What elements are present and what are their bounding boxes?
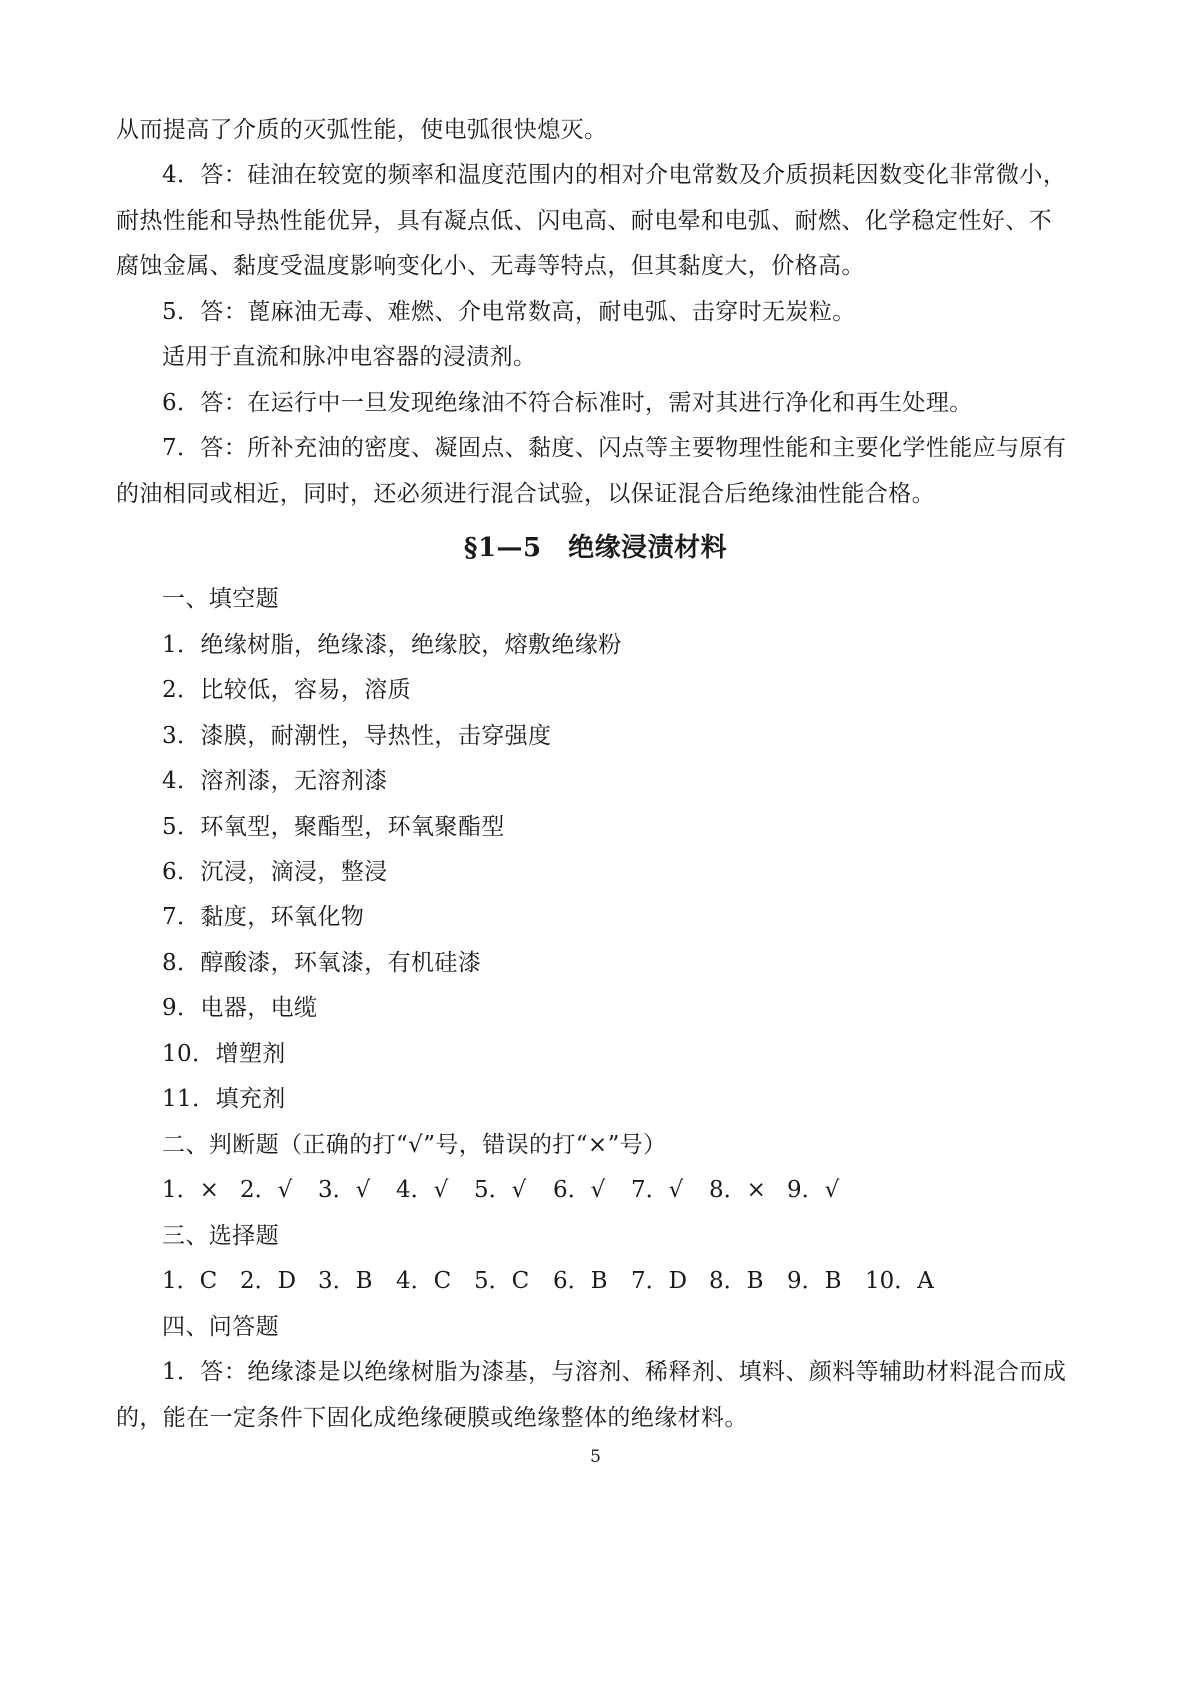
choice-section-title: 三、选择题: [162, 1223, 279, 1249]
text-line: 4．答：硅油在较宽的频率和温度范围内的相对介电常数及介质损耗因数变化非常微小，: [162, 162, 1067, 188]
text-line: 耐热性能和导热性能优异，具有凝点低、闪电高、耐电晕和电弧、耐燃、化学稳定性好、不: [116, 208, 1052, 234]
choice-answer: 10．A: [865, 1268, 934, 1294]
judge-answer: 5．√: [474, 1177, 527, 1203]
fill-item: 2．比较低，容易，溶质: [162, 677, 412, 703]
text-line: 5．答：蓖麻油无毒、难燃、介电常数高，耐电弧、击穿时无炭粒。: [162, 299, 856, 325]
fill-item: 10．增塑剂: [162, 1041, 286, 1067]
choice-answer: 8．B: [709, 1268, 764, 1294]
fill-item: 1．绝缘树脂，绝缘漆，绝缘胶，熔敷绝缘粉: [162, 632, 622, 658]
text-line: 从而提高了介质的灭弧性能，使电弧很快熄灭。: [116, 117, 608, 143]
choice-answer: 6．B: [553, 1268, 608, 1294]
choice-answer: 1．C: [162, 1268, 218, 1294]
judge-section-title: 二、判断题（正确的打“√”号，错误的打“×”号）: [162, 1132, 667, 1158]
judge-answer: 6．√: [553, 1177, 606, 1203]
text-line: 6．答：在运行中一旦发现绝缘油不符合标准时，需对其进行净化和再生处理。: [162, 390, 973, 416]
fill-item: 4．溶剂漆，无溶剂漆: [162, 768, 388, 794]
judge-answer: 3．√: [318, 1177, 371, 1203]
section-heading: §1—5 绝缘浸渍材料: [463, 533, 728, 563]
page-number: 5: [590, 1447, 601, 1467]
judge-answer: 2．√: [240, 1177, 293, 1203]
qa-section-title: 四、问答题: [162, 1314, 279, 1340]
judge-answer: 8．×: [709, 1177, 766, 1203]
fill-section-title: 一、填空题: [162, 586, 279, 612]
judge-answer: 9．√: [787, 1177, 840, 1203]
judge-answer: 1．×: [162, 1177, 219, 1203]
choice-answer: 2．D: [240, 1268, 297, 1294]
fill-item: 5．环氧型，聚酯型，环氧聚酯型: [162, 814, 505, 840]
text-line: 适用于直流和脉冲电容器的浸渍剂。: [162, 344, 537, 370]
choice-answer: 4．C: [396, 1268, 452, 1294]
choice-answer: 9．B: [787, 1268, 842, 1294]
fill-item: 9．电器，电缆: [162, 995, 318, 1021]
text-line: 腐蚀金属、黏度受温度影响变化小、无毒等特点，但其黏度大，价格高。: [116, 253, 865, 279]
text-line: 7．答：所补充油的密度、凝固点、黏度、闪点等主要物理性能和主要化学性能应与原有: [162, 435, 1067, 461]
fill-item: 8．醇酸漆，环氧漆，有机硅漆: [162, 950, 482, 976]
judge-answer: 7．√: [631, 1177, 684, 1203]
fill-item: 3．漆膜，耐潮性，导热性，击穿强度: [162, 723, 552, 749]
qa-line: 的，能在一定条件下固化成绝缘硬膜或绝缘整体的绝缘材料。: [116, 1405, 748, 1431]
fill-item: 11．填充剂: [162, 1086, 286, 1112]
fill-item: 7．黏度，环氧化物: [162, 904, 365, 930]
qa-line: 1．答：绝缘漆是以绝缘树脂为漆基，与溶剂、稀释剂、填料、颜料等辅助材料混合而成: [162, 1359, 1067, 1385]
choice-answer: 5．C: [474, 1268, 530, 1294]
choice-answer: 7．D: [631, 1268, 688, 1294]
text-line: 的油相同或相近，同时，还必须进行混合试验，以保证混合后绝缘油性能合格。: [116, 481, 935, 507]
judge-answer: 4．√: [396, 1177, 449, 1203]
choice-answer: 3．B: [318, 1268, 373, 1294]
fill-item: 6．沉浸，滴浸，整浸: [162, 859, 388, 885]
